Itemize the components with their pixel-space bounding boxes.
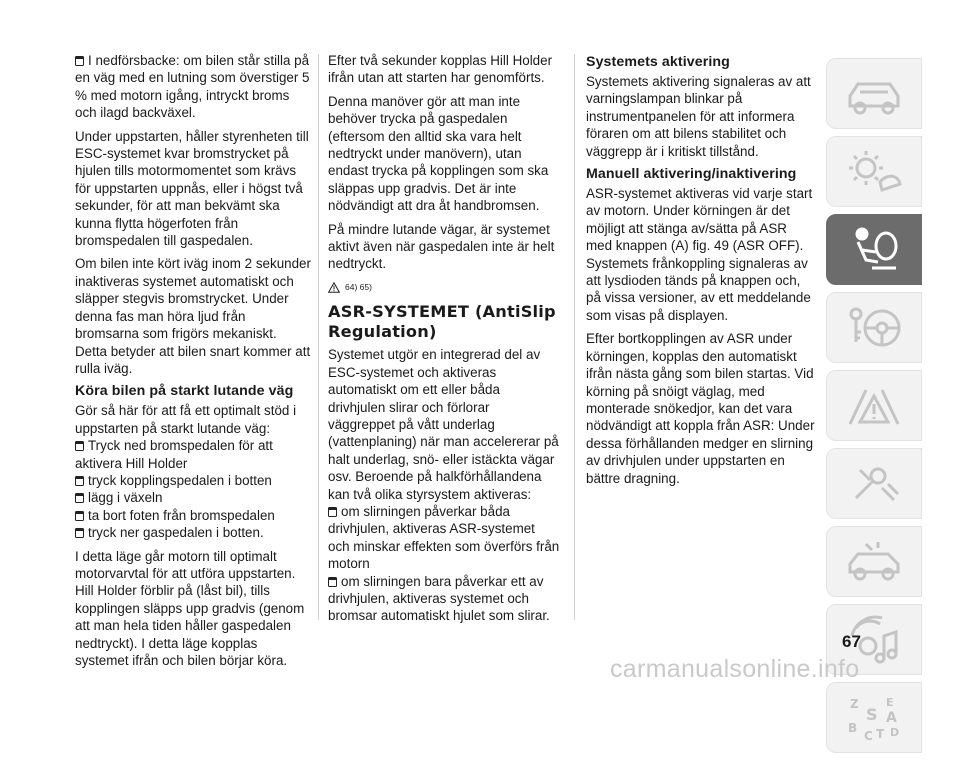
paragraph: ASR-systemet aktiveras vid varje start av motorn. Under körningen är det möjligt att stänga av/sätta på ASR med knappen (A) fig. 49 (ASR OFF). Systemets frånkoppling signaleras av att lysdioden tänds på knappen och, på vissa versioner, av ett meddelande som visas på displayen.	[586, 186, 813, 323]
svg-text:T: T	[876, 726, 885, 741]
bullet-item: I nedförsbacke: om bilen står stilla på en väg med en lutning som överstiger 5 % med motorn igång, intryckt broms och ilagd backväxel.	[75, 53, 310, 121]
alphabetical-index-icon	[842, 692, 906, 744]
car-dashboard-icon	[842, 68, 906, 120]
checkbox-bullet-icon	[75, 441, 84, 451]
airbag-safety-icon	[842, 224, 906, 276]
column-divider	[318, 54, 319, 620]
paragraph: Denna manöver gör att man inte behöver trycka på gaspedalen (eftersom den alltid ska vara helt nedtryckt under manövern), utan endast trycka på kopplingen som ska släppas upp gradvis. Det är inte nödvändigt att dra åt handbromsen.	[328, 93, 549, 214]
tab-maintenance[interactable]	[826, 448, 922, 519]
steps-list	[75, 437, 311, 541]
watermark[interactable]: carmanualsonline.info	[610, 655, 860, 683]
svg-text:S: S	[866, 704, 878, 724]
text-column-1	[75, 52, 311, 675]
section-heading: ASR-SYSTEMET (AntiSlip Regulation)	[328, 302, 556, 342]
checkbox-bullet-icon	[75, 528, 84, 538]
section-heading: Köra bilen på starkt lutande väg	[75, 383, 294, 400]
warning-lights-icon	[842, 146, 906, 198]
tab-emergency[interactable]	[826, 370, 922, 441]
text-column-3	[586, 52, 816, 493]
svg-text:A: A	[886, 709, 897, 726]
svg-text:D: D	[890, 725, 900, 739]
paragraph: Efter bortkopplingen av ASR under körningen, kopplas den automatiskt ifrån nästa gång som bilen startas. Vid körning på snöigt väglag, med monterade snökedjor, kan det vara nödvändigt att koppla från ASR: Under dessa förhållanden medger en slirning av drivhjulen under uppstarten en bättre dragning.	[586, 331, 815, 486]
paragraph: Under uppstarten, håller styrenheten till ESC-systemet kvar bromstrycket på hjulen tills motormomentet som krävs för uppstarten uppnås, eller i högst två sekunder, för att man bekvämt ska kunna flytta högerfoten från bromspedalen till gaspedalen.	[75, 128, 309, 249]
list-item: tryck kopplingspedalen i botten	[75, 472, 311, 489]
svg-text:Z: Z	[850, 696, 859, 711]
paragraph: På mindre lutande vägar, är systemet aktivt även när gaspedalen inte är helt nedtryckt.	[328, 221, 555, 272]
column-divider	[574, 54, 575, 620]
warning-triangle-icon	[328, 282, 340, 293]
maintenance-tools-icon	[842, 458, 906, 510]
tab-starting-driving[interactable]	[826, 292, 922, 363]
page-number: 67	[842, 632, 861, 651]
steering-wheel-key-icon	[842, 302, 906, 354]
paragraph: Gör så här för att få ett optimalt stöd i uppstarten på starkt lutande väg:	[75, 403, 297, 436]
svg-text:B: B	[848, 720, 858, 735]
paragraph: Efter två sekunder kopplas Hill Holder ifrån utan att starten har genomförts.	[328, 53, 553, 86]
checkbox-bullet-icon	[328, 507, 337, 517]
svg-text:E: E	[886, 695, 894, 709]
paragraph: Om bilen inte kört iväg inom 2 sekunder inaktiveras systemet automatiskt och släpper stegvis bromstrycket. Under denna fas man höra ljud från bromsarna som frigörs mekaniskt. Detta betyder att bilen snart kommer att rulla iväg.	[75, 256, 311, 376]
road-warning-icon	[842, 380, 906, 432]
tab-specifications[interactable]	[826, 526, 922, 597]
conditions-list	[328, 503, 560, 625]
tab-dashboard[interactable]	[826, 58, 922, 129]
checkbox-bullet-icon	[75, 56, 84, 66]
car-specs-icon	[842, 536, 906, 588]
list-item: lägg i växeln	[75, 489, 311, 506]
checkbox-bullet-icon	[328, 577, 337, 587]
section-heading: Systemets aktivering	[586, 54, 730, 70]
text-column-2	[328, 52, 560, 625]
paragraph: Systemets aktivering signaleras av att varningslampan blinkar på instrumentpanelen för att informera föraren om att bilens stabilitet och väggrepp är i kritiskt tillstånd.	[586, 74, 811, 159]
warning-references: 64) 65)	[328, 279, 560, 296]
list-item: om slirningen påverkar båda drivhjulen, aktiveras ASR-systemet och minskar effekten som överförs från motorn	[328, 503, 560, 572]
list-item: tryck ner gaspedalen i botten.	[75, 524, 311, 541]
checkbox-bullet-icon	[75, 493, 84, 503]
tab-warning-lights[interactable]	[826, 136, 922, 207]
checkbox-bullet-icon	[75, 476, 84, 486]
list-item: om slirningen bara påverkar ett av drivhjulen, aktiveras systemet och bromsar automatiskt hjulet som slirar.	[328, 573, 550, 624]
paragraph: I detta läge går motorn till optimalt motorvarvtal för att utföra uppstarten. Hill Holder förblir på (låst bil), tills kopplingen släpps upp gradvis (genom att man hela tiden håller gaspedalen nedtryckt). I detta läge kopplas systemet ifrån och bilen börjar köra.	[75, 548, 305, 668]
list-item: ta bort foten från bromspedalen	[75, 507, 311, 524]
tab-index[interactable]	[826, 682, 922, 753]
svg-text:C: C	[864, 728, 873, 743]
list-item: Tryck ned bromspedalen för att aktivera Hill Holder	[75, 438, 273, 471]
checkbox-bullet-icon	[75, 511, 84, 521]
paragraph: Systemet utgör en integrerad del av ESC-systemet och aktiveras automatiskt om ett eller båda drivhjulen slirar och förlorar väggreppet på vått underlag (vattenplaning) när man accelererar på halt underlag, snö- eller istäckta vägar osv. Beroende på halkförhållandena kan två olika styrsystem aktiveras:	[328, 347, 559, 502]
section-heading: Manuell aktivering/inaktivering	[586, 166, 797, 183]
tab-safety[interactable]	[826, 214, 922, 285]
